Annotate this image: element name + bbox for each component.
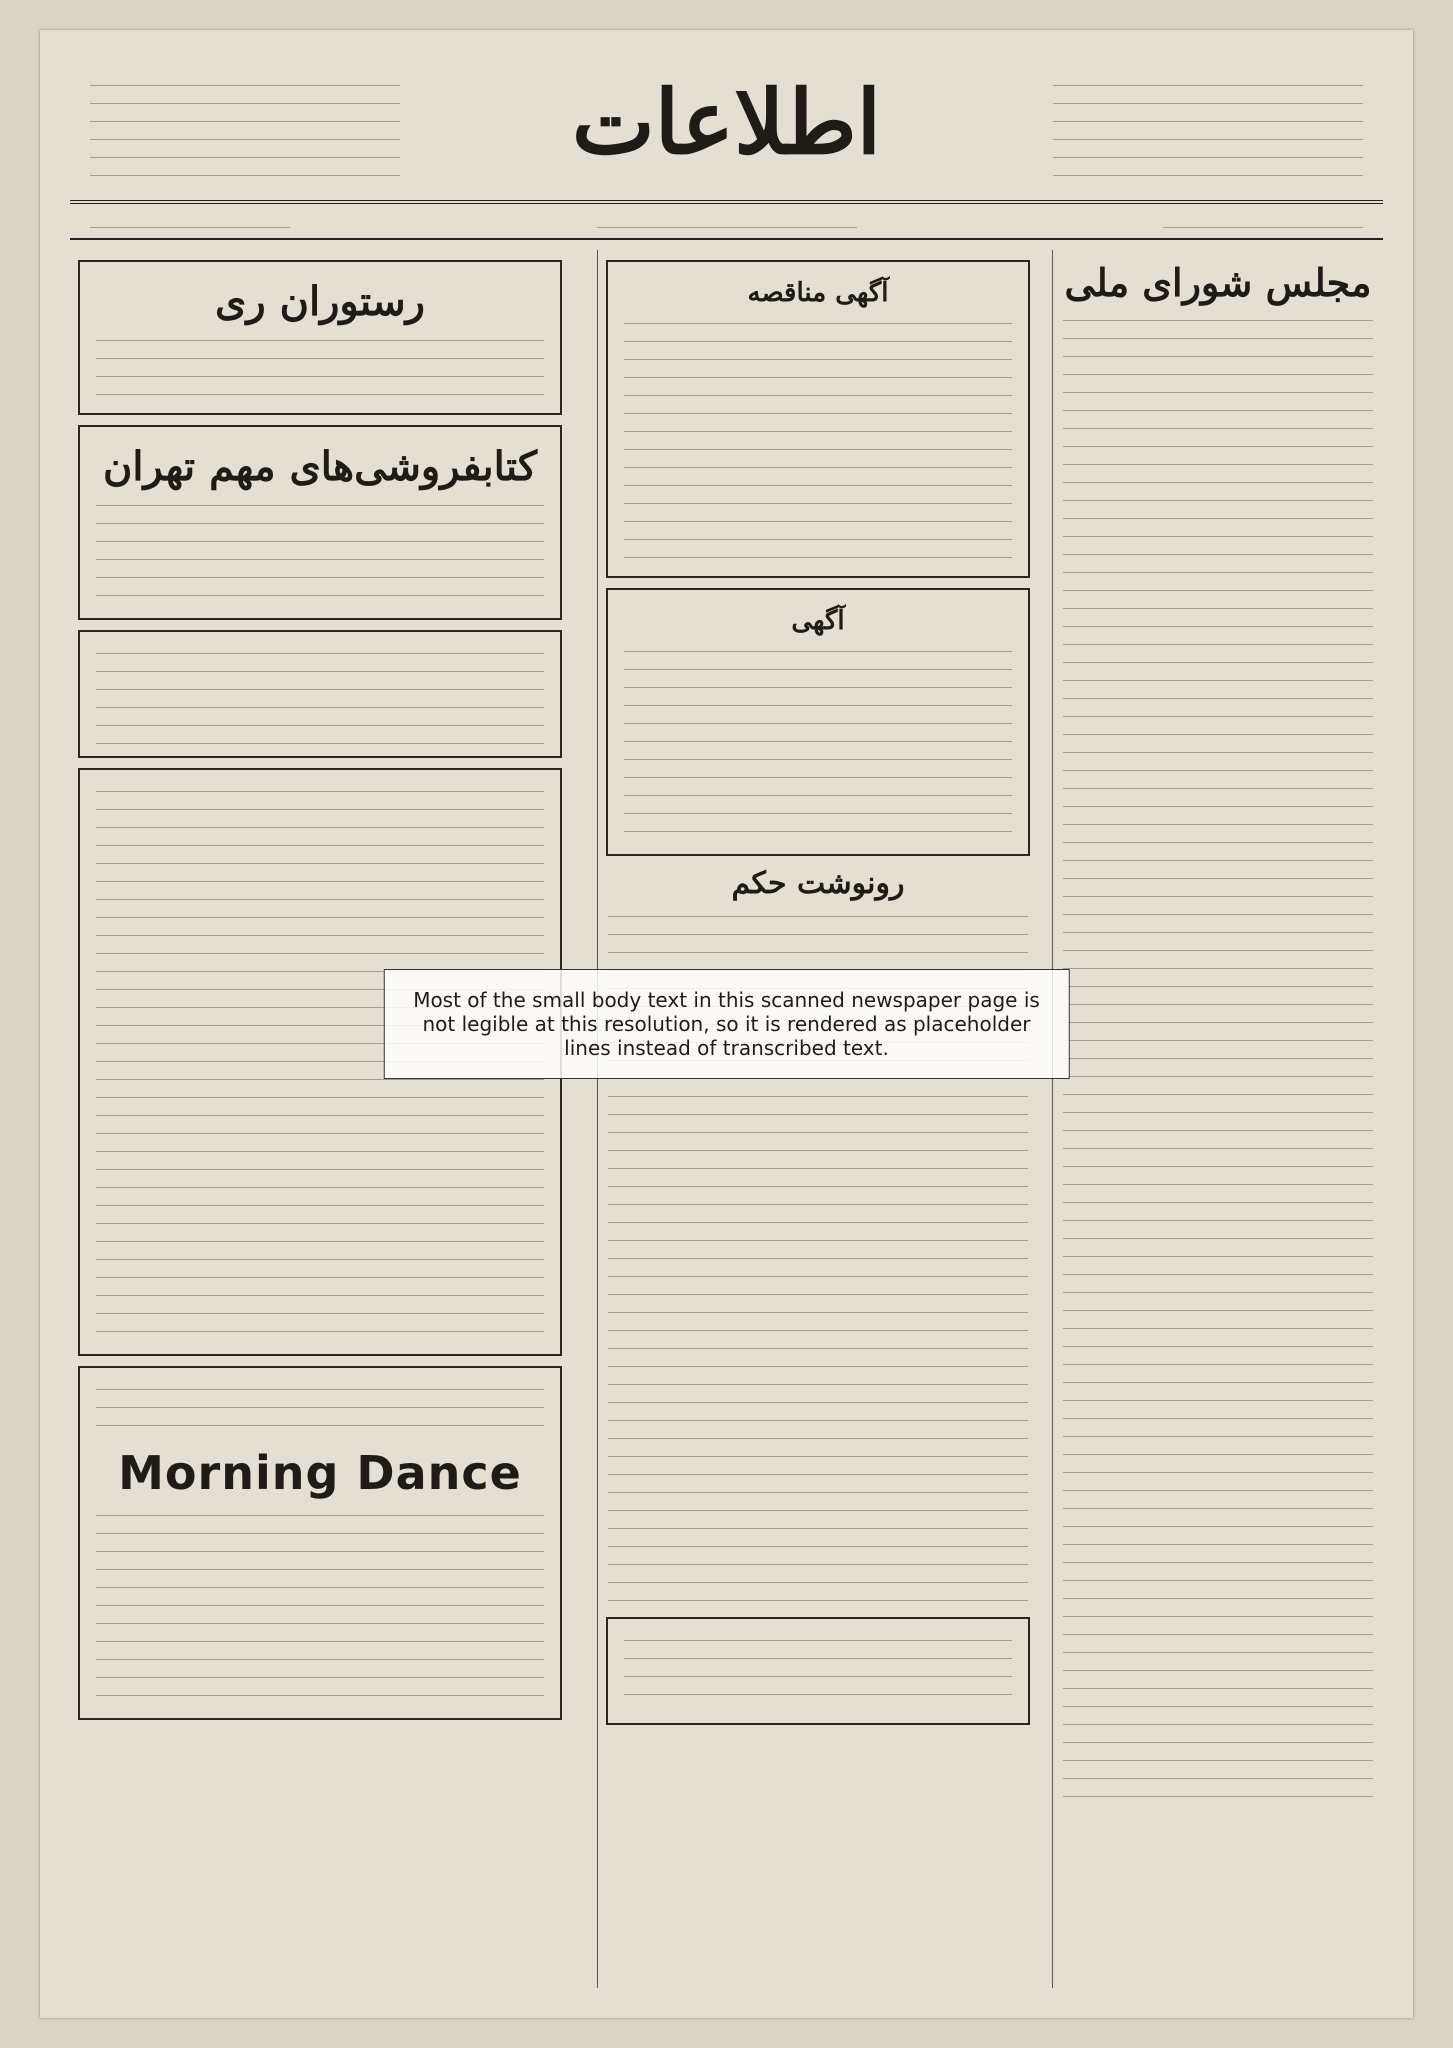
- headline-majlis: مجلس شورای ملی: [1064, 260, 1372, 305]
- restaurant-ad: رستوران ری: [78, 260, 562, 415]
- column-left: [70, 250, 570, 1988]
- textile-company-ad: [78, 630, 562, 758]
- morning-dance-ad: [78, 1366, 562, 1720]
- house-sale-ad: [606, 1617, 1030, 1725]
- dateline: [70, 208, 1383, 240]
- newspaper-title: اطلاعات: [571, 70, 882, 174]
- masthead-subscription-box: [1043, 70, 1373, 185]
- column-right: [1052, 250, 1383, 1988]
- tender-notice: آگهی مناقصه: [606, 260, 1030, 578]
- masthead-publisher-box: [80, 70, 410, 185]
- legibility-note: Most of the small body text in this scanned newspaper page is not legible at this resolution, so it is rendered as placeholder lines instead of transcribed text.: [383, 969, 1070, 1079]
- morning-dance-title: Morning Dance: [118, 1446, 522, 1500]
- body-text-block: [1063, 311, 1373, 1811]
- bookstores-ad: کتابفروشی‌های مهم تهران: [78, 425, 562, 620]
- headline-court-ruling: رونوشت حکم: [731, 866, 905, 901]
- newspaper-page: [40, 30, 1413, 2018]
- masthead: [70, 50, 1383, 204]
- column-middle: [597, 250, 1038, 1988]
- notice-box: آگهی: [606, 588, 1030, 856]
